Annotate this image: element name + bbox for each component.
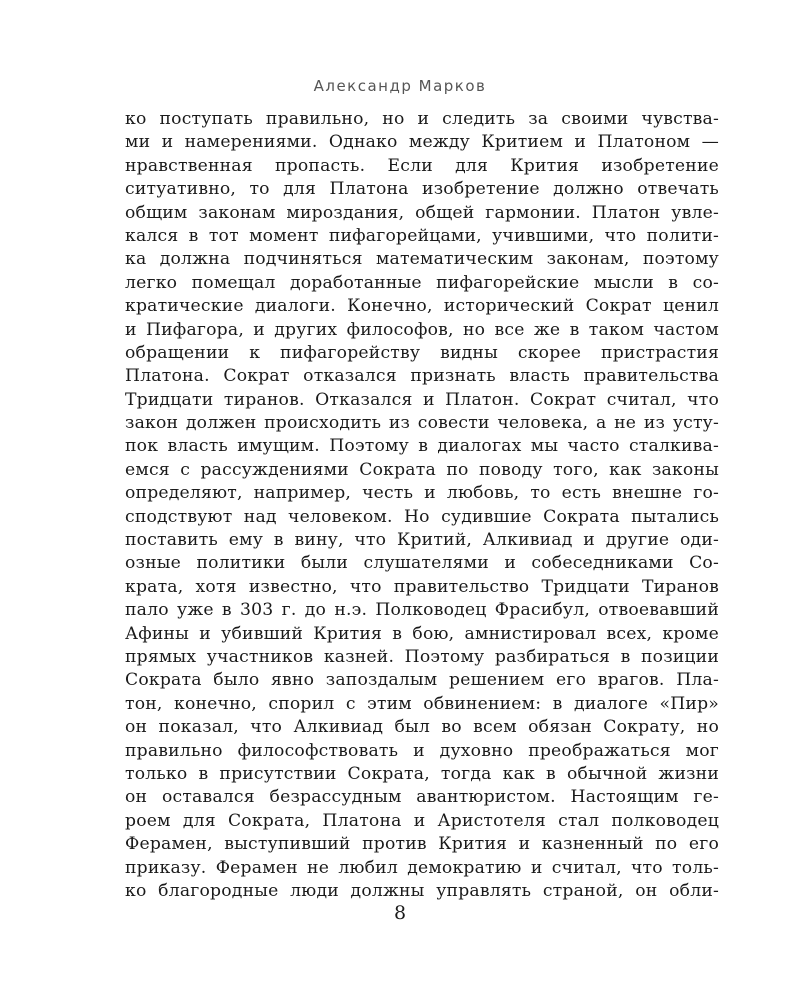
- text-line: роем для Сократа, Платона и Аристотеля стал полководец: [125, 810, 719, 831]
- text-line: общим законам мироздания, общей гармонии. Платон увле-: [125, 202, 719, 223]
- page-number: 8: [393, 902, 407, 924]
- text-line: Сократа было явно запоздалым решением его врагов. Пла-: [125, 670, 719, 691]
- text-line: емся с рассуждениями Сократа по поводу того, как законы: [125, 459, 719, 480]
- text-line: кался в тот момент пифагорейцами, учившими, что полити-: [125, 225, 719, 246]
- text-line: кратические диалоги. Конечно, исторический Сократ ценил: [125, 296, 719, 317]
- text-line: ми и намерениями. Однако между Критием и Платоном —: [125, 132, 719, 153]
- text-line: правильно философствовать и духовно преображаться мог: [125, 740, 719, 761]
- text-line: ка должна подчиняться математическим законам, поэтому: [125, 249, 719, 270]
- text-line: пало уже в 303 г. до н.э. Полководец Фрасибул, отвоевавший: [125, 600, 719, 621]
- text-line: и Пифагора, и других философов, но все же в таком частом: [125, 319, 719, 340]
- text-line: озные политики были слушателями и собеседниками Со-: [125, 553, 719, 574]
- text-line: ситуативно, то для Платона изобретение должно отвечать: [125, 179, 719, 200]
- text-line: поставить ему в вину, что Критий, Алкивиад и другие оди-: [125, 530, 719, 551]
- text-line: приказу. Ферамен не любил демократию и считал, что толь-: [125, 857, 719, 878]
- text-line: закон должен происходить из совести человека, а не из усту-: [125, 413, 719, 434]
- text-line: только в присутствии Сократа, тогда как в обычной жизни: [125, 763, 719, 784]
- text-line: Платона. Сократ отказался признать власть правительства: [125, 366, 719, 387]
- running-head-author: Александр Марков: [313, 77, 487, 95]
- text-line: обращении к пифагорейству видны скорее пристрастия: [125, 342, 719, 363]
- text-line: легко помещал доработанные пифагорейские мысли в со-: [125, 272, 719, 293]
- text-line: нравственная пропасть. Если для Крития изобретение: [125, 155, 719, 176]
- text-line: пок власть имущим. Поэтому в диалогах мы часто сталкива-: [125, 436, 719, 457]
- text-line: Ферамен, выступивший против Крития и казненный по его: [125, 834, 719, 855]
- text-line: он показал, что Алкивиад был во всем обязан Сократу, но: [125, 717, 719, 738]
- text-line: сподствуют над человеком. Но судившие Сократа пытались: [125, 506, 719, 527]
- text-line: он оставался безрассудным авантюристом. Настоящим ге-: [125, 787, 719, 808]
- text-line: ко поступать правильно, но и следить за своими чувства-: [125, 109, 719, 129]
- page-body-text: [125, 108, 719, 903]
- text-line: Тридцати тиранов. Отказался и Платон. Сократ считал, что: [125, 389, 719, 410]
- text-line: определяют, например, честь и любовь, то есть внешне го-: [125, 483, 719, 504]
- text-line: прямых участников казней. Поэтому разбираться в позиции: [125, 646, 719, 667]
- text-line: тон, конечно, спорил с этим обвинением: в диалоге «Пир»: [125, 693, 719, 714]
- text-line: ко благородные люди должны управлять страной, он обли-: [125, 880, 719, 901]
- text-line: Афины и убивший Крития в бою, амнистировал всех, кроме: [125, 623, 719, 644]
- text-line: крата, хотя известно, что правительство Тридцати Тиранов: [125, 576, 719, 597]
